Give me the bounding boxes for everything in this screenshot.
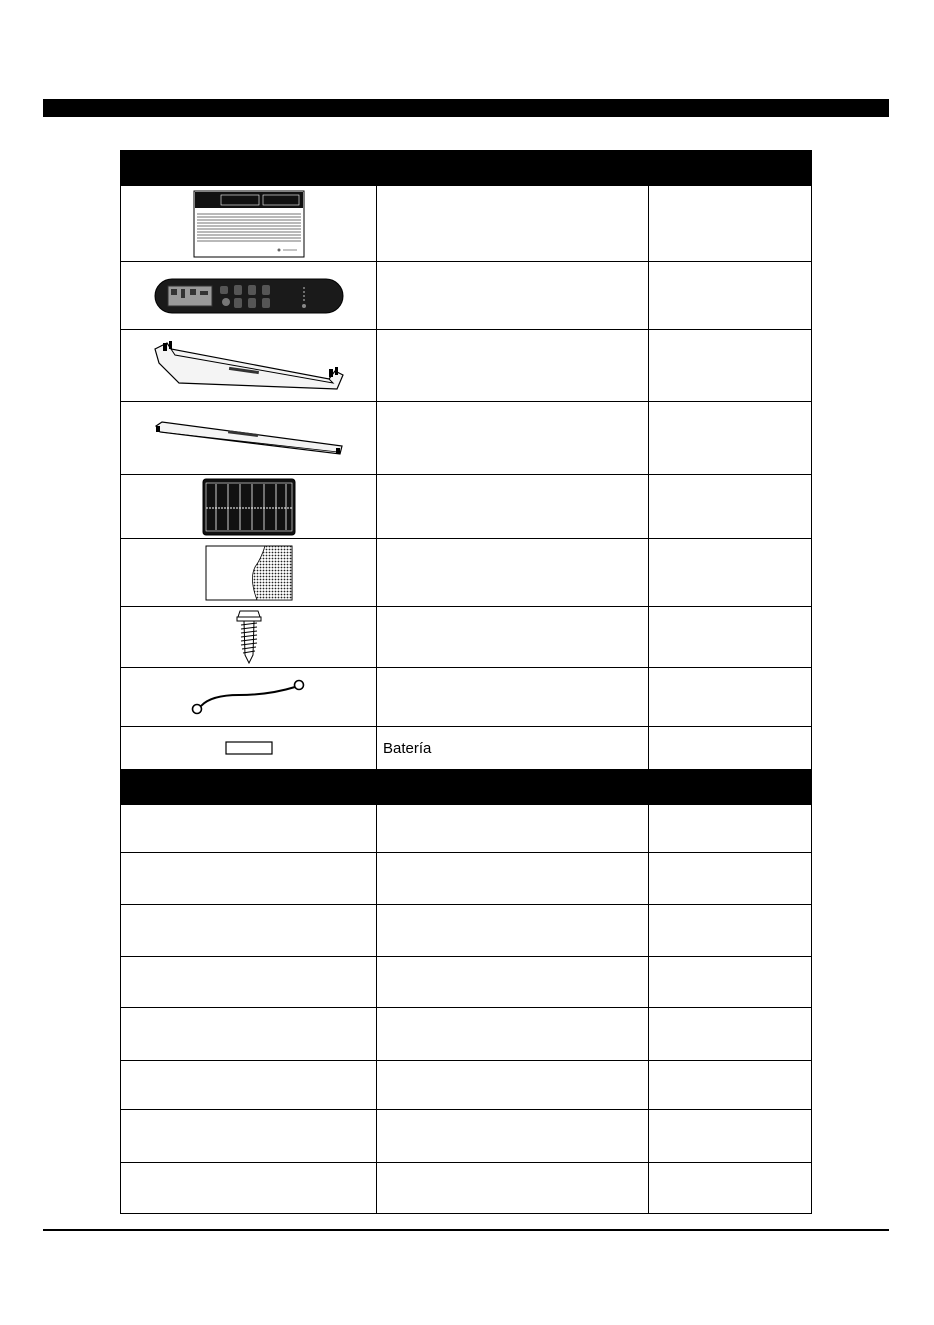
battery-icon — [225, 741, 273, 755]
part-name-cell: Batería — [377, 727, 649, 770]
table-cell — [649, 1008, 812, 1061]
header-cell — [377, 770, 649, 805]
part-name-cell — [377, 475, 649, 539]
quantity-cell — [649, 330, 812, 402]
quantity-cell — [649, 402, 812, 475]
screw-icon — [234, 609, 264, 665]
image-cell — [121, 607, 377, 668]
part-name-cell — [377, 668, 649, 727]
table-cell — [649, 805, 812, 853]
table-row — [121, 853, 812, 905]
table-cell — [377, 805, 649, 853]
cord-icon — [189, 677, 309, 717]
header-cell — [377, 151, 649, 186]
table-cell — [121, 957, 377, 1008]
table-cell — [121, 805, 377, 853]
bottom-bracket-rail-icon — [149, 339, 349, 393]
quantity-cell — [649, 475, 812, 539]
table-row — [121, 727, 812, 770]
image-cell — [121, 186, 377, 262]
image-cell — [121, 330, 377, 402]
quantity-cell — [649, 539, 812, 607]
remote-control-icon — [154, 278, 344, 314]
part-name-cell — [377, 186, 649, 262]
table-cell — [649, 1110, 812, 1163]
image-cell — [121, 262, 377, 330]
table-cell — [377, 1163, 649, 1214]
air-conditioner-unit-icon — [193, 190, 305, 258]
table-row — [121, 957, 812, 1008]
table-subheader-row — [121, 770, 812, 805]
table-cell — [377, 1110, 649, 1163]
table-row — [121, 402, 812, 475]
image-cell — [121, 539, 377, 607]
table-cell — [649, 957, 812, 1008]
table-cell — [121, 1061, 377, 1110]
table-row — [121, 805, 812, 853]
quantity-cell — [649, 668, 812, 727]
header-cell — [121, 151, 377, 186]
table-header-row — [121, 151, 812, 186]
table-cell — [649, 905, 812, 957]
quantity-cell — [649, 607, 812, 668]
parts-table — [120, 150, 812, 1214]
filter-panel-icon — [202, 478, 296, 536]
table-cell — [377, 905, 649, 957]
table-row — [121, 1163, 812, 1214]
quantity-cell — [649, 262, 812, 330]
table-cell — [121, 853, 377, 905]
table-cell — [377, 853, 649, 905]
table-row — [121, 668, 812, 727]
table-row — [121, 539, 812, 607]
section-header-bar — [43, 99, 889, 117]
top-rail-icon — [152, 416, 346, 460]
part-name-cell — [377, 402, 649, 475]
header-cell — [649, 770, 812, 805]
table-cell — [649, 1163, 812, 1214]
table-row — [121, 905, 812, 957]
quantity-cell — [649, 727, 812, 770]
image-cell — [121, 475, 377, 539]
quantity-cell — [649, 186, 812, 262]
table-cell — [377, 1061, 649, 1110]
table-row — [121, 475, 812, 539]
footer-rule — [43, 1229, 889, 1231]
table-cell — [121, 1008, 377, 1061]
image-cell — [121, 668, 377, 727]
table-row — [121, 1061, 812, 1110]
table-cell — [121, 905, 377, 957]
table-cell — [121, 1110, 377, 1163]
table-cell — [649, 1061, 812, 1110]
image-cell — [121, 727, 377, 770]
table-cell — [649, 853, 812, 905]
table-cell — [121, 1163, 377, 1214]
part-name-cell — [377, 607, 649, 668]
table-row — [121, 186, 812, 262]
table-cell — [377, 957, 649, 1008]
header-cell — [649, 151, 812, 186]
foam-seal-icon — [205, 545, 293, 601]
table-cell — [377, 1008, 649, 1061]
table-row — [121, 262, 812, 330]
header-cell — [121, 770, 377, 805]
part-name-cell — [377, 330, 649, 402]
table-row — [121, 1110, 812, 1163]
image-cell — [121, 402, 377, 475]
table-row — [121, 1008, 812, 1061]
part-name-cell — [377, 539, 649, 607]
table-row — [121, 330, 812, 402]
part-name-cell — [377, 262, 649, 330]
table-row — [121, 607, 812, 668]
